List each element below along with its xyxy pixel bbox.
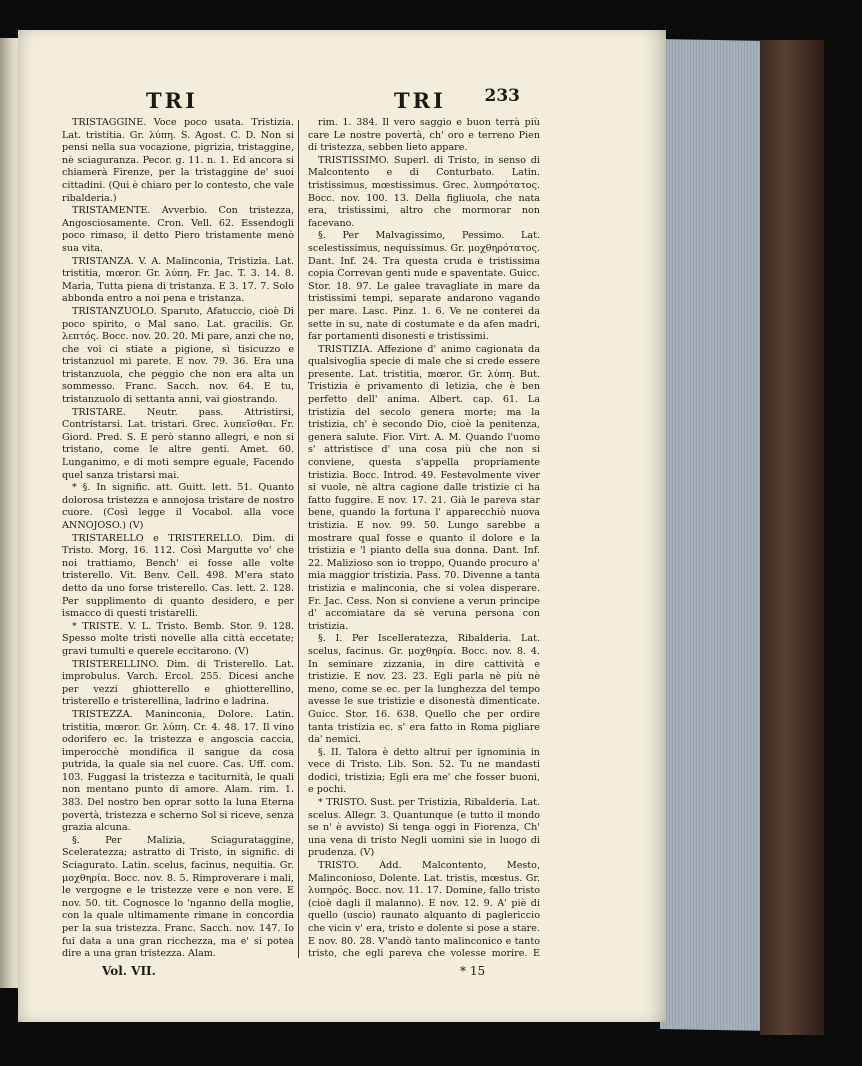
entry: TRISTEZZA. Maninconia, Dolore. Latin. tristitia, mœror. Gr. λύπη. Cr. 4. 48. 17. Il vino odorifero ec. la tristezza e angoscia caccia, imperocchè mondifica il sangue da cosa putrida, la quale sia nel cuore. Cas. Uff. com. 103. Fuggasi la tristezza e taciturnità, le quali non mentano punto di amore. Alam. rim. 1. 383. Del nostro ben oprar sotto la luna Eterna povertà, tristezza e scherno Sol si riceve, senza grazia alcuna. — [62, 708, 294, 834]
right-column — [308, 117, 540, 959]
entry: TRISTO. Add. Malcontento, Mesto, Malinconioso, Dolente. Lat. tristis, mœstus. Gr. λυπηρός. Bocc. nov. 11. 17. Domine, fallo tristo (cioè dagli il malanno). E nov. 12. 9. A' piè di quello (uscio) raunato alquanto di paglericcio che vicin v' era, tristo e dolente si pose a stare. E nov. 80. 28. V'andò tanto malinconico e tanto tristo, che egli pareva che volesse morire. E — [308, 860, 540, 959]
running-head-right: TRI — [394, 88, 446, 113]
left-column — [62, 117, 294, 959]
entry: TRISTIZIA. Affezione d' animo cagionata da qualsivoglia specie di male che si crede essere presente. Lat. tristitia, mœror. Gr. λύπη. But. Tristizia è privamento di letizia, che è ben perfetto dell' anima. Albert. cap. 61. La tristizia del secolo genera morte; ma la tristizia, ch' è secondo Dio, cioè la penitenza, genera salute. Fior. Virt. A. M. Quando l'uomo s' attristisce d' una cosa più che non si conviene, questa s'appella propriamente tristizia. Bocc. Introd. 49. Festevolmente viver si vuole, nè altra cagione dalle tristizie ci ha fatto fuggire. E nov. 17. 21. Già le pareva star bene, quando la fortuna l' apparecchiò nuova tristizia. E nov. 99. 50. Lungo sarebbe a mostrare qual fosse e quanto il dolore e la tristizia e 'l pianto della sua donna. Dant. Inf. 22. Malizioso son io troppo, Quando procuro a' mia maggior tristizia. Pass. 70. Divenne a tanta tristizia e malinconia, che si volea disperare. Fr. Jac. Cess. Non si conviene a verun principe d' accomiatare da sè veruna persona con tristizia. — [308, 343, 540, 632]
column-divider — [298, 120, 299, 958]
entry: TRISTISSIMO. Superl. di Tristo, in senso di Malcontento e di Conturbato. Latin. tristissimus, mœstissimus. Grec. λυπηρότατος. Bocc. nov. 100. 13. Della figliuola, che nata era, tristissimi, altro che mormorar non facevano. — [308, 154, 540, 229]
book-cover — [760, 40, 824, 1035]
entry: §. I. Per Iscelleratezza, Ribalderia. Lat. scelus, facinus. Gr. μοχθηρία. Bocc. nov. 8. 4. In seminare zizzania, in dire cattività e tristizie. E nov. 23. 23. Egli parla nè più nè meno, come se ec. per la lunghezza del tempo avesse le sue tristizie e disonestà dimenticate. Guicc. Stor. 16. 638. Quello che per ordire tanta tristizia ec. s' era fatto in Roma pigliare da' nemici. — [308, 633, 540, 746]
dictionary-page — [18, 30, 666, 1022]
entry: TRISTARE. Neutr. pass. Attristirsi, Contristarsi. Lat. tristari. Grec. λυπεῖσθαι. Fr. Giord. Pred. S. E però stanno allegri, e non si tristano, come le altre genti. Amet. 60. Lunganimo, e di moti sempre eguale, Facendo quel sanza tristarsi mai. — [62, 406, 294, 481]
entry: TRISTAMENTE. Avverbio. Con tristezza, Angosciosamente. Cron. Vell. 62. Essendogli poco rimaso, il detto Piero tristamente menò sua vita. — [62, 205, 294, 254]
entry: TRISTARELLO e TRISTERELLO. Dim. di Tristo. Morg. 16. 112. Così Margutte vo' che noi trattiamo, Bench' ei fosse alle volte tristerello. Vit. Benv. Cell. 498. M'era stato detto da uno forse tristerello. Cas. lett. 2. 128. Per supplimento di quanto desidero, e per ismacco di questi tristarelli. — [62, 532, 294, 620]
entry: * TRISTE. V. L. Tristo. Bemb. Stor. 9. 128. Spesso molte tristi novelle alla città eccetate; gravi tumulti e querele eccitarono. (V) — [62, 620, 294, 657]
entry: TRISTANZA. V. A. Malinconia, Tristizia. Lat. tristitia, mœror. Gr. λύπη. Fr. Jac. T. 3. 14. 8. Maria, Tutta piena di tristanza. E 3. 17. 7. Solo abbonda entro a noi pena e tristanza. — [62, 255, 294, 305]
entry: TRISTAGGINE. Voce poco usata. Tristizia. Lat. tristitia. Gr. λύπη. S. Agost. C. D. Non si pensi nella sua vocazione, pigrizia, tristaggine, nè sciaguranza. Pecor. g. 11. n. 1. Ed ancora si chiamerà Firenze, per la tristaggine de' suoi cittadini. (Qui è chiaro per lo contesto, che vale ribalderia.) — [62, 117, 294, 204]
entry: * TRISTO. Sust. per Tristizia, Ribalderia. Lat. scelus. Allegr. 3. Quantunque (e tutto il mondo se n' è avvisto) Si tenga oggi in Fiorenza, Ch' una vena di tristo Negli uomini sie in luogo di prudenza. (V) — [308, 797, 540, 859]
entry: §. Per Malvagissimo, Pessimo. Lat. scelestissimus, nequissimus. Gr. μοχθηρότατος. Dant. Inf. 24. Tra questa cruda e tristissima copia Correvan genti nude e spaventate. Guicc. Stor. 18. 97. Le galee travagliate in mare da tristissimi tempi, separate andarono vagando per mare. Lasc. Pinz. 1. 6. Ve ne conterei da sette in su, nate di costumate e da afen madri, far portamenti disonesti e tristissimi. — [308, 230, 540, 343]
volume-label: Vol. VII. — [102, 964, 156, 978]
entry: TRISTANZUOLO. Sparuto, Afatuccio, cioè Di poco spirito, o Mal sano. Lat. gracilis. Gr. λεπτός. Bocc. nov. 20. 20. Mi pare, anzi che no, che voi ci stiate a pigione, sì tisicuzzo e tristanzuol mi parete. E nov. 79. 36. Era una tristanzuola, che peggio che non era alta un sommesso. Franc. Sacch. nov. 64. E tu, tristanzuolo di settanta anni, vai giostrando. — [62, 305, 294, 406]
signature-mark: * 15 — [460, 964, 486, 978]
entry: rim. 1. 384. Il vero saggio e buon terrà più care Le nostre povertà, ch' oro e terreno Pien di tristezza, sebben lieto appare. — [308, 117, 540, 154]
running-head-left: TRI — [146, 88, 198, 113]
entry: §. II. Talora è detto altrui per ignominia in vece di Tristo. Lib. Son. 52. Tu ne mandasti dodici, tristizia; Egli era me' che fosser buoni, e pochi. — [308, 746, 540, 796]
entry: TRISTERELLINO. Dim. di Tristerello. Lat. improbulus. Varch. Ercol. 255. Dicesi anche per vezzi ghiotterello e ghiotterellino, tristerello e tristerellina, ladrino e ladrina. — [62, 658, 294, 708]
entry: * §. In signific. att. Guitt. lett. 51. Quanto dolorosa tristezza e annojosa tristare de nostro cuore. (Così legge il Vocabol. alla voce ANNOJOSO.) (V) — [62, 482, 294, 531]
page-stack-edge — [660, 39, 770, 1031]
page-number: 233 — [484, 86, 520, 106]
entry: §. Per Malizia, Sciagurataggine, Sceleratezza; astratto di Tristo, in signific. di Sciagurato. Latin. scelus, facinus, nequitia. Gr. μοχθηρία. Bocc. nov. 8. 5. Rimproverare i mali, le vergogne e le tristezze vere e non vere. E nov. 50. tit. Cognosce lo 'nganno della moglie, con la quale ultimamente rimane in concordia per la sua tristezza. Franc. Sacch. nov. 147. Io fui data a una gran ricchezza, ma e' si potea dire a una gran tristezza. Alam. — [62, 834, 294, 959]
